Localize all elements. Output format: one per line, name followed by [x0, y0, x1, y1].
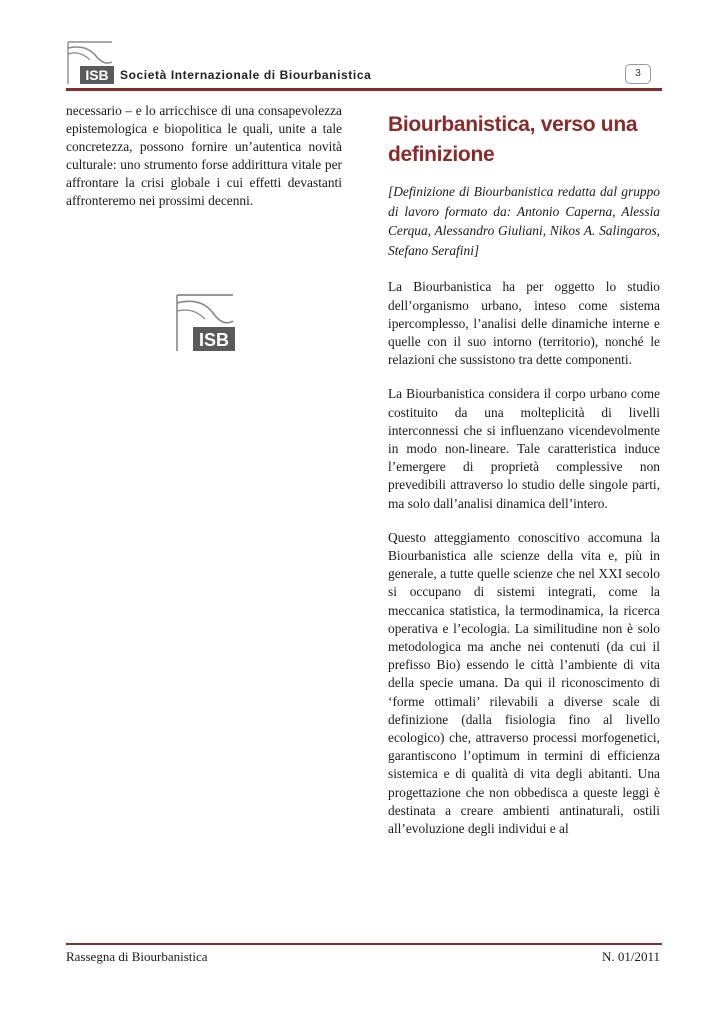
isb-logo-large-icon	[175, 293, 235, 353]
article-subtitle: [Definizione di Biourbanistica redatta dal gruppo di lavoro formato da: Antonio Caperna, Alessia Cerqua, Alessandro Giuliani, Nikos A. Salingaros, Stefano Serafini]	[388, 184, 660, 258]
article-paragraph: Questo atteggiamento conoscitivo accomuna la Biourbanistica alle scienze della vita e, più in generale, a tutte quelle scienze che nel XXI secolo si occupano di sistemi integrati, come la meccanica statistica, la termodinamica, la ricerca operativa e l’ecologia. La similitudine non è solo metodologica ma anche nei contenuti (da cui il prefisso Bio) essendo le città l’ambiente di vita della specie umana. Da qui il riconoscimento di ‘forme ottimali’ rilevabili a diverse scale di definizione (dalla fisiologia fino al livello ecologico) che, attraverso processi morfogenetici, garantiscono l’optimum in termini di efficienza sistemica e di qualità di vita degli abitanti. Una progettazione che non obbedisca a queste leggi è destinata a creare ambienti antinaturali, ostili all’evoluzione degli individui e al	[388, 529, 660, 837]
footer-divider	[66, 943, 662, 945]
logo-letters: ISB	[85, 67, 109, 83]
left-column-text: necessario – e lo arricchisce di una consapevolezza epistemologica e biopolitica le quali, unite a tale concretezza, possono fornire un’autentica novità culturale: uno strumento forse addirittura vitale per affrontare la crisi globale i cui effetti devastanti affronteremo nei prossimi decenni.	[66, 103, 342, 208]
article-paragraph: La Biourbanistica ha per oggetto lo studio dell’organismo urbano, inteso come sistema ipercomplesso, l’analisi delle dinamiche interne e quelle con il suo intorno (territorio), nonché le relazioni che sussistono tra dette componenti.	[388, 279, 660, 368]
article-title: Biourbanistica, verso una definizione	[388, 113, 638, 166]
header-divider	[66, 88, 662, 91]
page-header	[66, 36, 662, 96]
footer-issue-number: N. 01/2011	[601, 949, 660, 964]
right-column	[388, 110, 660, 854]
page-number: 3	[625, 64, 651, 84]
logo-letters-large: ISB	[198, 330, 230, 350]
footer-journal-name: Rassegna di Biourbanistica	[66, 949, 208, 964]
society-name: Società Internazionale di Biourbanistica	[120, 68, 372, 82]
left-column	[66, 102, 342, 210]
isb-logo-icon	[66, 40, 114, 86]
article-paragraph: La Biourbanistica considera il corpo urbano come costituito da una molteplicità di livelli interconnessi che si influenzano vicendevolmente in modo non-lineare. Tale caratteristica induce l’emergere di proprietà complessive non prevedibili attraverso lo studio delle singole parti, ma solo dall’analisi dinamica dell’intero.	[388, 386, 660, 511]
